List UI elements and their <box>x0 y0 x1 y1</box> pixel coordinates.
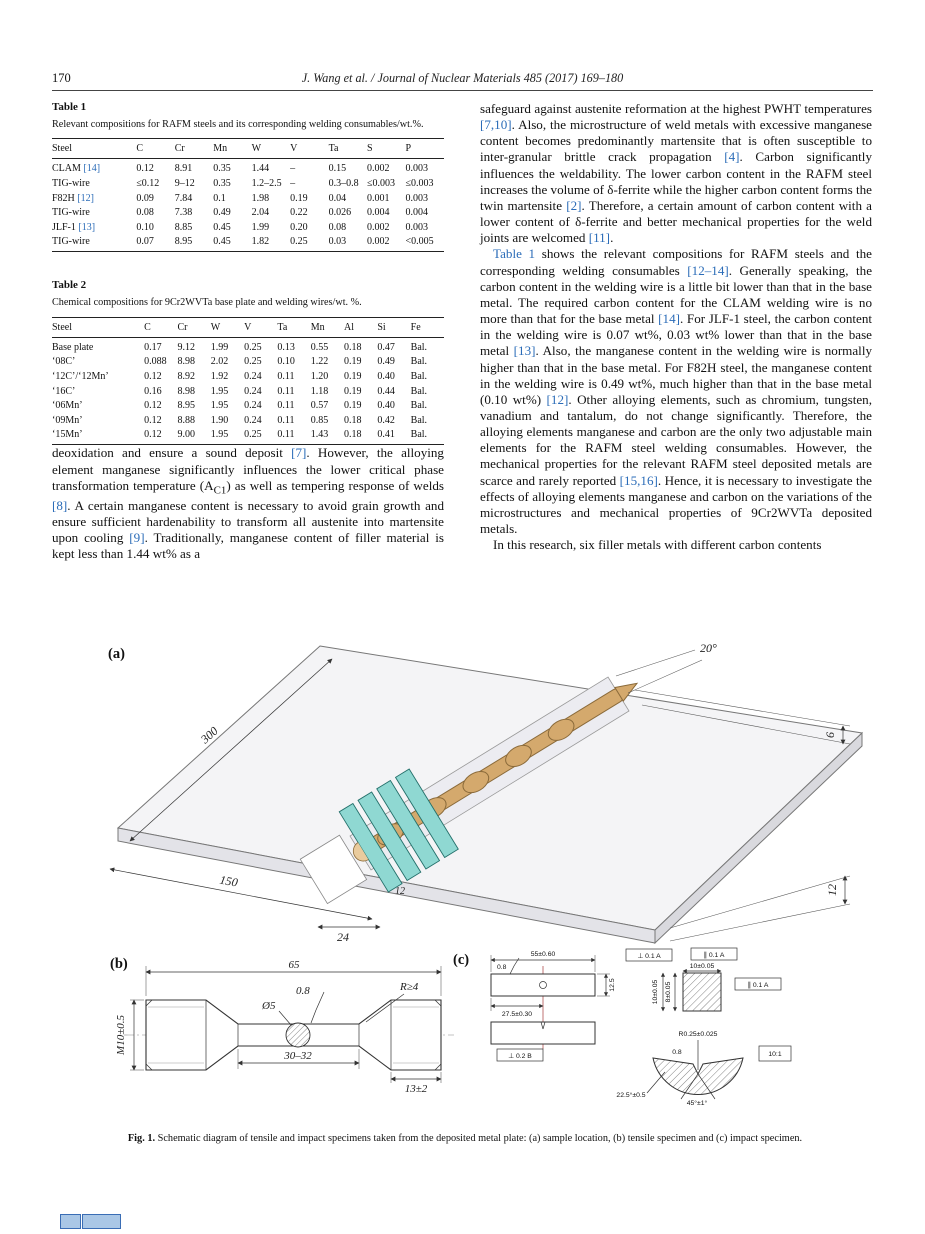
dimension-label: 30–32 <box>284 1050 312 1062</box>
column-header: Cr <box>177 317 210 337</box>
table-cell: 0.002 <box>367 236 390 248</box>
table-cell: 1.22 <box>310 356 329 368</box>
table-cell: 0.19 <box>344 371 362 383</box>
journal-citation: J. Wang et al. / Journal of Nuclear Materials 485 (2017) 169–180 <box>301 71 624 85</box>
table-cell: 0.088 <box>144 356 167 368</box>
table-1-block <box>52 101 444 252</box>
table-cell: 0.13 <box>277 341 295 353</box>
body-paragraph: Table 1 shows the relevant compositions for RAFM steels and the corresponding welding consumables [12–14]. Generally speaking, the carbon content in the welding wire is a little bit lower than that in the base metal. The required carbon content for the CLAM welding wire is no more than that for the base metal [14]. For JLF-1 steel, the carbon content in the welding wire is 0.07 wt%, 0.03 wt% lower than that in the base metal [13]. Also, the manganese content in the welding wire is normally higher than that in the base metal. For F82H steel, the manganese content in the welding wire is 0.49 wt%, much higher than that in the base metal (0.10 wt%) [12]. Other alloying elements, such as chromium, tungsten, vanadium and tantalum, do not change significantly. Therefore, the alloying elements manganese and carbon are the only two adjustable main elements for the RAFM steel welding consumables. However, the mechanical properties for the relevant RAFM steel deposited metals are scarce and rarely reported [15,16]. Hence, it is necessary to investigate the effects of alloying elements manganese and carbon on the variations of the microstructures and mechanical properties of 9Cr2WVTa deposited metals. <box>480 246 873 537</box>
column-header: Ta <box>277 317 310 337</box>
table-cell: 1.82 <box>251 236 270 248</box>
citation-link[interactable]: [12] <box>77 192 94 204</box>
table-cell: 8.98 <box>177 385 195 397</box>
table-cell: 1.98 <box>251 192 270 204</box>
table-cell: 2.04 <box>251 207 270 219</box>
tolerance-label: ∥ 0.1 A <box>747 982 769 989</box>
table-2-label: Table 2 <box>52 279 87 292</box>
table-cell: – <box>290 178 296 190</box>
table-cell: 8.95 <box>177 400 195 412</box>
link-annotation-box[interactable] <box>60 1214 81 1229</box>
table-cell: 0.1 <box>213 192 226 204</box>
table-header-row <box>52 317 444 337</box>
citation-link[interactable]: [2] <box>566 197 582 213</box>
table-cell: 0.55 <box>310 341 329 353</box>
table-cell: 1.2–2.5 <box>251 178 282 190</box>
table-cell: 8.88 <box>177 414 195 426</box>
table-cell: Bal. <box>410 429 428 441</box>
table-row <box>52 159 444 176</box>
citation-link[interactable]: [9] <box>129 530 145 546</box>
table-cell: Bal. <box>410 341 428 353</box>
impact-end-view <box>683 973 721 1011</box>
table-cell: 0.08 <box>328 221 347 233</box>
citation-link[interactable]: [4] <box>724 149 740 165</box>
table-cell: 0.40 <box>377 400 395 412</box>
dimension-label: 12.5 <box>609 978 616 992</box>
table-cell: 1.99 <box>210 341 229 353</box>
table-cell: 0.003 <box>405 221 428 233</box>
table-cell: ≤0.003 <box>367 178 396 190</box>
table-cell: Bal. <box>410 400 428 412</box>
table-2-block <box>52 279 444 445</box>
table-cell: Bal. <box>410 414 428 426</box>
dimension-label: 27.5±0.30 <box>501 1011 533 1018</box>
dimension-label: M10±0.5 <box>115 1015 127 1055</box>
dimension-label: 0.8 <box>296 985 310 997</box>
dimension-label: 22.5°±0.5 <box>616 1092 646 1099</box>
table-cell: 0.42 <box>377 414 395 426</box>
table-cell: <0.005 <box>405 236 434 248</box>
citation-link[interactable]: [7,10] <box>480 117 512 133</box>
table-2-caption: Chemical compositions for 9Cr2WVTa base plate and welding wires/wt. %. <box>52 297 362 309</box>
page-header <box>52 71 873 89</box>
table-cell: 0.004 <box>405 207 428 219</box>
table-cell: 7.84 <box>174 192 193 204</box>
table-cell: Bal. <box>410 356 428 368</box>
tolerance-label: ∥ 0.1 A <box>703 952 725 959</box>
table-cell: 0.10 <box>277 356 295 368</box>
table-cell: 0.11 <box>277 429 295 441</box>
table-cell: ‘15Mn’ <box>52 429 83 441</box>
table-cell: ‘16C’ <box>52 385 76 397</box>
table-cell: 0.24 <box>244 385 262 397</box>
table-cell: 0.11 <box>277 414 295 426</box>
dimension-label: 12 <box>825 884 839 896</box>
table-row <box>52 191 444 206</box>
table-cell: Base plate <box>52 341 94 353</box>
table-cell: 7.38 <box>174 207 193 219</box>
table-cell: 0.002 <box>367 163 390 175</box>
citation-link[interactable]: [14] <box>83 163 101 175</box>
citation-link[interactable]: [15,16] <box>619 472 658 488</box>
table-row <box>52 337 444 354</box>
column-header: Ta <box>329 139 367 159</box>
column-header: Steel <box>52 317 144 337</box>
citation-link[interactable]: [12] <box>546 391 569 407</box>
table-cell: 0.85 <box>310 414 329 426</box>
table-cell: 0.25 <box>244 341 262 353</box>
subfigure-c-tag: (c) <box>453 952 470 968</box>
table-cell: 0.11 <box>277 385 295 397</box>
table-1-label: Table 1 <box>52 101 87 113</box>
table-row <box>52 413 444 428</box>
figure-1 <box>50 638 876 1134</box>
column-header: Mn <box>311 317 344 337</box>
table-cell: 0.12 <box>144 400 162 412</box>
table-cell: ‘12C’/‘12Mn’ <box>52 371 109 383</box>
table-cell: 1.20 <box>310 371 329 383</box>
subscript: C1 <box>213 484 227 497</box>
dimension-label: Ø5 <box>262 1000 276 1012</box>
table-cell: 0.18 <box>344 429 362 441</box>
table-cell: 2.02 <box>210 356 229 368</box>
table-row <box>52 398 444 413</box>
citation-link[interactable]: [7] <box>291 445 307 461</box>
column-header: C <box>144 317 177 337</box>
table-cell: 0.49 <box>377 356 395 368</box>
table-cell: 1.92 <box>210 371 229 383</box>
dimension-label: 8±0.05 <box>665 981 672 1003</box>
table-cell: 0.3–0.8 <box>328 178 359 190</box>
table-1 <box>52 138 444 252</box>
citation-link[interactable]: [13] <box>513 343 536 359</box>
column-header: Si <box>377 317 410 337</box>
citation-link[interactable]: [12–14] <box>687 262 729 278</box>
citation-link[interactable]: Table 1 <box>493 246 536 262</box>
dimension-label: 10±0.05 <box>652 979 659 1005</box>
table-cell: TIG-wire <box>52 236 90 248</box>
table-cell: 1.90 <box>210 414 229 426</box>
dimension-label: 20° <box>700 641 717 655</box>
table-cell: 0.003 <box>405 192 428 204</box>
table-cell: 1.44 <box>251 163 270 175</box>
detail-scale-label: 10:1 <box>768 1051 782 1058</box>
table-cell: 1.99 <box>251 221 270 233</box>
dimension-label: R0.25±0.025 <box>678 1031 718 1038</box>
table-row <box>52 428 444 445</box>
column-header: P <box>405 139 444 159</box>
table-cell: 8.98 <box>177 356 195 368</box>
dimension-label: 0.8 <box>672 1049 682 1056</box>
table-cell: 0.19 <box>290 192 308 204</box>
table-cell: 0.11 <box>277 371 295 383</box>
table-cell: 0.004 <box>367 207 390 219</box>
gauge-section-mark <box>286 1023 310 1047</box>
table-cell: 0.12 <box>144 371 162 383</box>
figure-1b-tensile-specimen <box>108 950 458 1132</box>
dimension-label: 12 <box>395 886 405 897</box>
table-cell: 1.95 <box>210 400 229 412</box>
dimension-label: 65 <box>288 959 300 971</box>
figure-1a-sample-location <box>50 638 876 950</box>
table-cell: 8.95 <box>174 236 193 248</box>
table-cell: 0.08 <box>136 207 154 219</box>
table-cell: 9.12 <box>177 341 195 353</box>
table-cell: 0.24 <box>244 400 262 412</box>
tolerance-label: ⊥ 0.1 A <box>637 953 661 960</box>
table-cell: 0.11 <box>277 400 295 412</box>
table-cell: 0.40 <box>377 371 395 383</box>
table-cell: 0.45 <box>213 236 231 248</box>
column-header: W <box>211 317 244 337</box>
dimension-label: 24 <box>337 930 349 944</box>
table-cell: JLF-1 [13] <box>52 221 96 233</box>
column-header: W <box>252 139 290 159</box>
table-cell: 0.24 <box>244 414 262 426</box>
citation-link[interactable]: [11] <box>588 230 611 246</box>
citation-link[interactable]: [14] <box>658 311 680 327</box>
dimension-label: 45°±1° <box>686 1100 708 1107</box>
table-cell: 0.18 <box>344 414 362 426</box>
table-2 <box>52 317 444 446</box>
table-cell: 0.12 <box>136 163 154 175</box>
table-cell: – <box>290 163 296 175</box>
table-cell: 0.001 <box>367 192 390 204</box>
table-cell: 0.25 <box>244 356 262 368</box>
table-cell: 1.95 <box>210 429 229 441</box>
body-paragraph: In this research, six filler metals with different carbon contents <box>493 537 822 553</box>
table-cell: 1.18 <box>310 385 329 397</box>
table-cell: 1.43 <box>310 429 329 441</box>
table-cell: 0.15 <box>328 163 347 175</box>
two-column-body <box>52 101 873 562</box>
table-cell: 0.17 <box>144 341 162 353</box>
table-cell: 0.35 <box>213 163 231 175</box>
table-cell: 0.19 <box>344 385 362 397</box>
dimension-label: 6 <box>823 732 837 738</box>
table-cell: Bal. <box>410 371 428 383</box>
table-row <box>52 369 444 384</box>
citation-link[interactable]: [13] <box>78 221 96 233</box>
column-header: Fe <box>411 317 444 337</box>
body-paragraph: safeguard against austenite reformation at the highest PWHT temperatures [7,10]. Also, the microstructure of weld metals with excessive manganese content becomes predominantly martensite that is often susceptible to inter-granular brittle crack propagation [4]. Carbon significantly influences the weldability. The lower carbon content in the RAFM steel increases the volume of δ-ferrite while the higher carbon content forms the twin martensite [2]. Therefore, a certain amount of carbon content with a lower content of δ-ferrite and better mechanical properties for the weld joints are welcomed [11]. <box>480 101 872 246</box>
body-paragraph: deoxidation and ensure a sound deposit [7]. However, the alloying element manganese significantly influences the lower critical phase transformation temperature $(A_{C1})$ as well as tempering response of welds [8]. A certain manganese content is necessary to avoid grain growth and ensure sufficient hardenability to transform all austenite into martensite upon cooling [9]. Traditionally, manganese content of filler material is kept less than 1.44 wt% as a <box>52 445 444 562</box>
citation-link[interactable]: [8] <box>52 497 68 513</box>
dimension-label: 150 <box>218 872 239 890</box>
column-header: Al <box>344 317 377 337</box>
bold-text: Fig. 1. <box>127 1133 156 1144</box>
table-cell: 0.03 <box>328 236 347 248</box>
table-row <box>52 205 444 220</box>
table-cell: 0.09 <box>136 192 154 204</box>
table-cell: 0.12 <box>144 429 162 441</box>
table-cell: Bal. <box>410 385 428 397</box>
dimension-label: 10±0.05 <box>689 963 715 970</box>
table-cell: 9.00 <box>177 429 195 441</box>
column-header: V <box>290 139 328 159</box>
column-header: C <box>136 139 174 159</box>
dimension-label: 55±0.60 <box>530 951 556 958</box>
table-cell: 0.41 <box>377 429 395 441</box>
table-row <box>52 220 444 235</box>
dimension-label: 300 <box>197 723 221 747</box>
table-cell: 0.20 <box>290 221 308 233</box>
column-header: V <box>244 317 277 337</box>
table-cell: 0.07 <box>136 236 154 248</box>
table-cell: 0.45 <box>213 221 231 233</box>
column-header: Steel <box>52 139 136 159</box>
table-cell: TIG-wire <box>52 178 90 190</box>
table-cell: 0.24 <box>244 371 262 383</box>
table-cell: ‘06Mn’ <box>52 400 83 412</box>
column-header: S <box>367 139 405 159</box>
table-cell: 0.47 <box>377 341 395 353</box>
table-cell: 0.44 <box>377 385 395 397</box>
table-cell: 0.25 <box>244 429 262 441</box>
dimension-label: 13±2 <box>404 1083 428 1095</box>
impact-side-view <box>491 974 595 996</box>
table-cell: 0.10 <box>136 221 154 233</box>
column-header: Cr <box>175 139 213 159</box>
table-header-row <box>52 139 444 159</box>
table-cell: 0.026 <box>328 207 352 219</box>
figure-1-caption: Fig. 1. Schematic diagram of tensile and impact specimens taken from the deposited metal plate: (a) sample location, (b) tensile specimen and (c) impact specimen. <box>127 1133 803 1144</box>
table-cell: 0.12 <box>144 414 162 426</box>
page-number: 170 <box>52 71 71 85</box>
subfigure-b-tag: (b) <box>110 956 128 972</box>
table-cell: ≤0.12 <box>136 178 160 190</box>
impact-top-view <box>491 1022 595 1044</box>
table-cell: 0.19 <box>344 400 362 412</box>
tolerance-label: ⊥ 0.2 B <box>508 1053 532 1060</box>
table-cell: ‘09Mn’ <box>52 414 83 426</box>
table-cell: 0.19 <box>344 356 362 368</box>
table-cell: 1.95 <box>210 385 229 397</box>
table-cell: CLAM [14] <box>52 163 101 175</box>
table-cell: 8.92 <box>177 371 195 383</box>
table-cell: 8.85 <box>174 221 193 233</box>
table-row <box>52 384 444 399</box>
dimension-label: 0.8 <box>497 964 507 971</box>
table-cell: 0.002 <box>367 221 390 233</box>
table-cell: 0.18 <box>344 341 362 353</box>
figure-1c-impact-specimen <box>453 946 878 1128</box>
table-cell: 0.57 <box>310 400 329 412</box>
header-rule <box>52 90 873 91</box>
table-row <box>52 355 444 370</box>
table-cell: F82H [12] <box>52 192 94 204</box>
table-cell: ≤0.003 <box>405 178 434 190</box>
dimension-label: R≥4 <box>400 981 419 993</box>
table-row <box>52 235 444 252</box>
table-cell: 0.003 <box>405 163 428 175</box>
table-cell: 9–12 <box>174 178 195 190</box>
link-annotation-box[interactable] <box>82 1214 121 1229</box>
table-cell: 8.91 <box>174 163 193 175</box>
table-cell: TIG-wire <box>52 207 90 219</box>
subfigure-a-tag: (a) <box>108 646 125 662</box>
table-cell: 0.16 <box>144 385 162 397</box>
table-cell: 0.49 <box>213 207 231 219</box>
table-cell: 0.04 <box>328 192 347 204</box>
table-row <box>52 176 444 191</box>
table-cell: 0.25 <box>290 236 308 248</box>
table-cell: 0.22 <box>290 207 308 219</box>
table-1-caption: Relevant compositions for RAFM steels and its corresponding welding consumables/wt.%. <box>52 119 424 130</box>
right-column <box>480 101 872 553</box>
table-cell: 0.35 <box>213 178 231 190</box>
table-cell: ‘08C’ <box>52 356 76 368</box>
left-column <box>52 101 444 562</box>
column-header: Mn <box>213 139 251 159</box>
